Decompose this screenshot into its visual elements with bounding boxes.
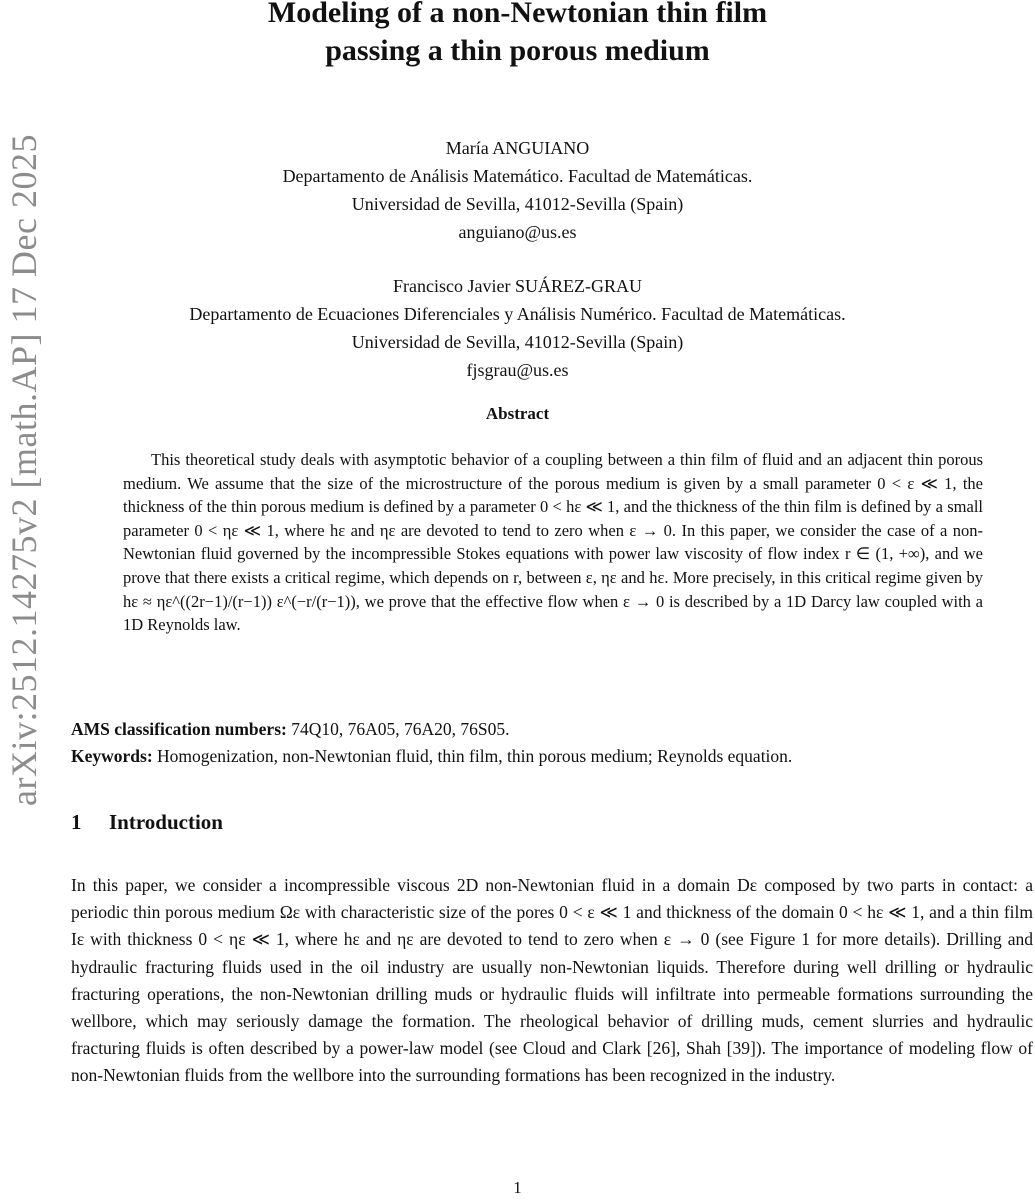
section-number: 1 xyxy=(71,810,82,834)
author-email[interactable]: fjsgrau@us.es xyxy=(466,360,569,380)
keywords-label: Keywords: xyxy=(71,746,153,766)
section-heading xyxy=(71,810,223,835)
ams-label: AMS classification numbers: xyxy=(71,719,287,739)
section-title: Introduction xyxy=(109,810,223,834)
title-line-2: passing a thin porous medium xyxy=(325,34,710,67)
author-1 xyxy=(0,134,1035,246)
author-affiliation: Departamento de Ecuaciones Diferenciales y Análisis Numérico. Facultad de Matemáticas. xyxy=(189,304,846,324)
author-address: Universidad de Sevilla, 41012-Sevilla (Spain) xyxy=(351,332,684,352)
abstract-heading: Abstract xyxy=(485,404,550,423)
abstract-body: This theoretical study deals with asymptotic behavior of a coupling between a thin film of fluid and an adjacent thin porous medium. We assume that the size of the microstructure of the porous medium is given by a small parameter 0 < ε ≪ 1, the thickness of the thin porous medium is defined by a parameter 0 < hε ≪ 1, and the thickness of the thin film is defined by a small parameter 0 < ηε ≪ 1, where hε and ηε are devoted to tend to zero when ε → 0. In this paper, we consider the case of a non-Newtonian fluid governed by the incompressible Stokes equations with power law viscosity of flow index r ∈ (1, +∞), and we prove that there exists a critical regime, which depends on r, between ε, ηε and hε. More precisely, in this critical regime given by hε ≈ ηε^((2r−1)/(r−1)) ε^(−r/(r−1)), we prove that the effective flow when ε → 0 is described by a 1D Darcy law coupled with a 1D Reynolds law. xyxy=(123,450,983,635)
title-line-1: Modeling of a non-Newtonian thin film xyxy=(267,0,768,29)
author-name: Francisco Javier SUÁREZ-GRAU xyxy=(393,276,642,296)
page-number: 1 xyxy=(513,1178,522,1197)
author-address: Universidad de Sevilla, 41012-Sevilla (Spain) xyxy=(351,194,684,214)
arxiv-stamp-text: arXiv:2512.14275v2 [math.AP] 17 Dec 2025 xyxy=(4,134,44,806)
author-affiliation: Departamento de Análisis Matemático. Facultad de Matemáticas. xyxy=(282,166,753,186)
keywords xyxy=(71,743,1031,770)
ams-classification xyxy=(71,716,1031,743)
ams-value: 74Q10, 76A05, 76A20, 76S05. xyxy=(291,719,510,739)
keywords-value: Homogenization, non-Newtonian fluid, thin film, thin porous medium; Reynolds equation. xyxy=(157,746,793,766)
author-name: María ANGUIANO xyxy=(445,138,590,158)
author-email[interactable]: anguiano@us.es xyxy=(458,222,577,242)
intro-paragraph: In this paper, we consider a incompressible viscous 2D non-Newtonian fluid in a domain Dε composed by two parts in contact: a periodic thin porous medium Ωε with characteristic size of the pores 0 < ε ≪ 1 and thickness of the domain 0 < hε ≪ 1, and a thin film Iε with thickness 0 < ηε ≪ 1, where hε and ηε are devoted to tend to zero when ε → 0 (see Figure 1 for more details). Drilling and hydraulic fracturing fluids used in the oil industry are usually non-Newtonian liquids. Therefore during well drilling or hydraulic fracturing operations, the non-Newtonian drilling muds or hydraulic fluids will infiltrate into permeable formations surrounding the wellbore, which may seriously damage the formation. The rheological behavior of drilling muds, cement slurries and hydraulic fracturing fluids is often described by a power-law model (see Cloud and Clark [26], Shah [39]). The importance of modeling flow of non-Newtonian fluids from the wellbore into the surrounding formations has been recognized in the industry. xyxy=(71,875,1033,1086)
author-2 xyxy=(0,272,1035,384)
paper-title xyxy=(0,0,1035,70)
